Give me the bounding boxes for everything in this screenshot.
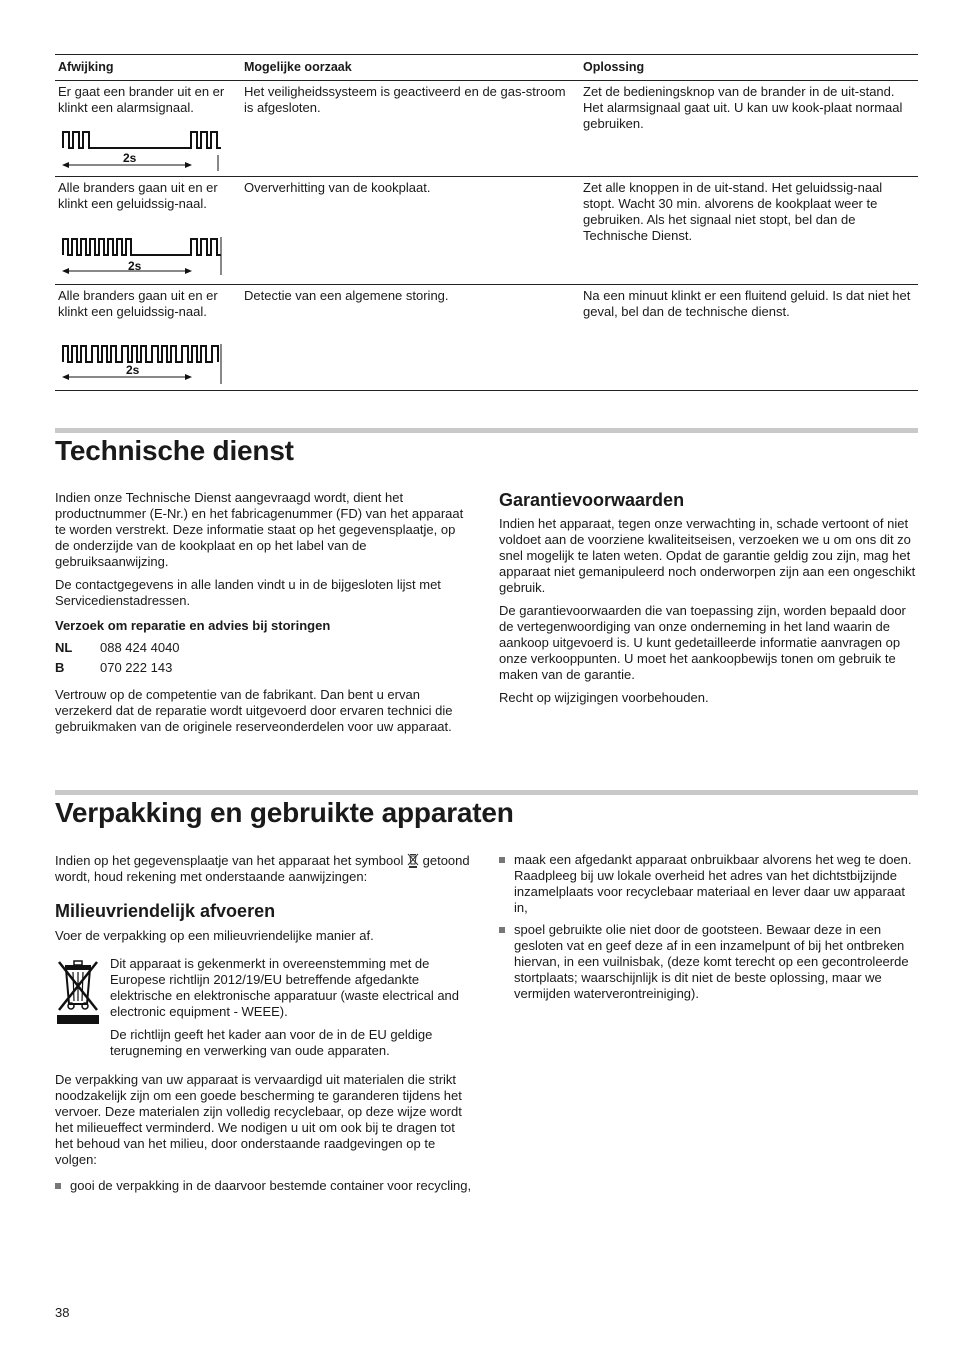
header-oorzaak: Mogelijke oorzaak (244, 60, 352, 74)
table-row (55, 81, 918, 177)
weee-block (55, 956, 475, 1059)
cause-cell: Het veiligheidssysteem is geactiveerd en de gas-stroom is afgesloten. (244, 84, 566, 115)
paragraph: Dit apparaat is gekenmerkt in overeenstemming met de Europese richtlijn 2012/19/EU betreffende afgedankte elektrische en elektronische apparatuur (waste electrical and electronic equipment - WEEE). (110, 956, 460, 1019)
paragraph: De richtlijn geeft het kader aan voor de in de EU geldige terugneming en verwerking van oude apparaten. (110, 1027, 433, 1058)
paragraph: De contactgegevens in alle landen vindt u in de bijgesloten lijst met Servicedienstadressen. (55, 577, 441, 608)
milieu-title: Milieuvriendelijk afvoeren (55, 901, 276, 921)
paragraph: Indien het apparaat, tegen onze verwachting in, schade vertoont of niet voldoet aan de voorziene kwaliteitseisen, verzoeken we u om ons dit zo snel mogelijk te laten weten. Opdat de garantie geldig zou zijn, mag het apparaat niet gemanipuleerd noch onderworpen zijn aan een ongeschikt gebruik. (499, 516, 916, 595)
signal-label: 2s (126, 363, 140, 377)
section-title-verpakking: Verpakking en gebruikte apparaten (55, 797, 514, 828)
bullet-icon (499, 927, 505, 933)
paragraph: Recht op wijzigingen voorbehouden. (499, 690, 709, 705)
country-code: B (55, 660, 65, 675)
deviation-cell: Alle branders gaan uit en er klinkt een geluidssig-naal. (58, 180, 218, 211)
section-divider (55, 428, 918, 433)
solution-cell: Zet alle knoppen in de uit-stand. Het geluidssig-naal stopt. Wacht 30 min. alvorens de kookplaat weer te gebruiken. Als het signaal niet stopt, bel dan de Technische Dienst. (583, 180, 883, 243)
paragraph: De garantievoorwaarden die van toepassing zijn, worden bepaald door de vertegenwoordiging van onze onderneming in het land waarin de aankoop uitgevoerd is. U kunt gedetailleerde informatie aanvragen op onze verkooppunten. U moet het aankoopbewijs tonen om gebruik te maken van de garantie. (499, 603, 906, 682)
intro-paragraph (55, 852, 475, 885)
verpakking-left-column (55, 852, 475, 1194)
paragraph: Vertrouw op de competentie van de fabrikant. Dan bent u ervan verzekerd dat de reparatie wordt uitgevoerd door ervaren technici die gebruikmaken van de originele reserveonderdelen voor uw apparaat. (55, 687, 453, 734)
section-divider (55, 790, 918, 795)
signal-pattern-icon (58, 233, 228, 279)
solution-cell: Zet de bedieningsknop van de brander in de uit-stand. Het alarmsignaal gaat uit. U kan uw kook-plaat normaal gebruiken. (583, 84, 903, 131)
small-weee-symbol-icon (407, 852, 419, 868)
list-item-text: gooi de verpakking in de daarvoor bestemde container voor recycling, (70, 1178, 472, 1193)
page-number: 38 (55, 1305, 70, 1320)
phone-row-nl (55, 638, 473, 658)
garantie-title: Garantievoorwaarden (499, 490, 685, 510)
garantie-column (499, 489, 919, 706)
cause-cell: Oververhitting van de kookplaat. (244, 180, 431, 195)
list-item (55, 1178, 475, 1194)
header-afwijking: Afwijking (58, 60, 114, 74)
table-header (55, 54, 918, 81)
phone-number[interactable]: 088 424 4040 (100, 640, 180, 655)
signal-pattern-icon (58, 125, 228, 173)
phone-number[interactable]: 070 222 143 (100, 660, 173, 675)
repair-heading: Verzoek om reparatie en advies bij storingen (55, 618, 331, 633)
technische-dienst-column (55, 490, 473, 735)
deviation-cell: Alle branders gaan uit en er klinkt een geluidssig-naal. (58, 288, 218, 319)
bullet-list-left (55, 1178, 475, 1194)
table-row (55, 285, 918, 391)
paragraph: De verpakking van uw apparaat is vervaardigd uit materialen die strikt noodzakelijk zijn om een goede bescherming te garanderen tijdens het vervoer. Deze materialen zijn volledig recyclebaar, op deze wijze wordt het milieueffect verminderd. We nodigen u uit om ook bij te dragen tot het behoud van het milieu, door onderstaande raadgevingen op te volgen: (55, 1072, 462, 1167)
header-oplossing: Oplossing (583, 60, 645, 74)
weee-bin-icon (55, 958, 101, 1028)
phone-list (55, 638, 473, 678)
signal-pattern-icon (58, 340, 228, 388)
solution-cell: Na een minuut klinkt er een fluitend geluid. Is dat niet het geval, bel dan de technische dienst. (583, 288, 911, 319)
paragraph: Voer de verpakking op een milieuvriendelijke manier af. (55, 928, 374, 943)
cause-cell: Detectie van een algemene storing. (244, 288, 449, 303)
bullet-icon (55, 1183, 61, 1189)
deviation-cell: Er gaat een brander uit en er klinkt een alarmsignaal. (58, 84, 225, 115)
signal-label: 2s (123, 151, 137, 165)
signal-label: 2s (128, 259, 142, 273)
troubleshooting-table (55, 54, 918, 391)
intro-text-b: getoond wordt, houd rekening met onderstaande aanwijzingen: (55, 853, 470, 884)
intro-text-a: Indien op het gegevensplaatje van het apparaat het symbool (55, 853, 404, 868)
list-item-text: maak een afgedankt apparaat onbruikbaar alvorens het weg te doen. Raadpleeg bij uw lokale overheid het adres van het dichtstbijzijnde inzamelplaats voor recyclebaar materiaal en lever daar uw apparaat in, (514, 852, 912, 915)
list-item (499, 922, 919, 1002)
verpakking-right-column (499, 852, 919, 1002)
country-code: NL (55, 640, 73, 655)
list-item (499, 852, 919, 916)
section-title-technische-dienst: Technische dienst (55, 435, 294, 466)
list-item-text: spoel gebruikte olie niet door de gootsteen. Bewaar deze in een gesloten vat en geef deze af in een inzamelpunt of bij het ontbreken hiervan, in een vuilnisbak, (deze komt terecht op een gecontroleerde stortplaats; waarschijnlijk is dit niet de beste oplossing, maar we vermijden waterverontreiniging). (514, 922, 909, 1001)
table-row (55, 177, 918, 285)
paragraph: Indien onze Technische Dienst aangevraagd wordt, dient het productnummer (E-Nr.) en het fabricagenummer (FD) van het apparaat te worden verstrekt. Deze informatie staat op het gegevensplaatje, op de onderzijde van de kookplaat en op het label van de gebruiksaanwijzing. (55, 490, 464, 569)
phone-row-b (55, 658, 473, 678)
bullet-icon (499, 857, 505, 863)
